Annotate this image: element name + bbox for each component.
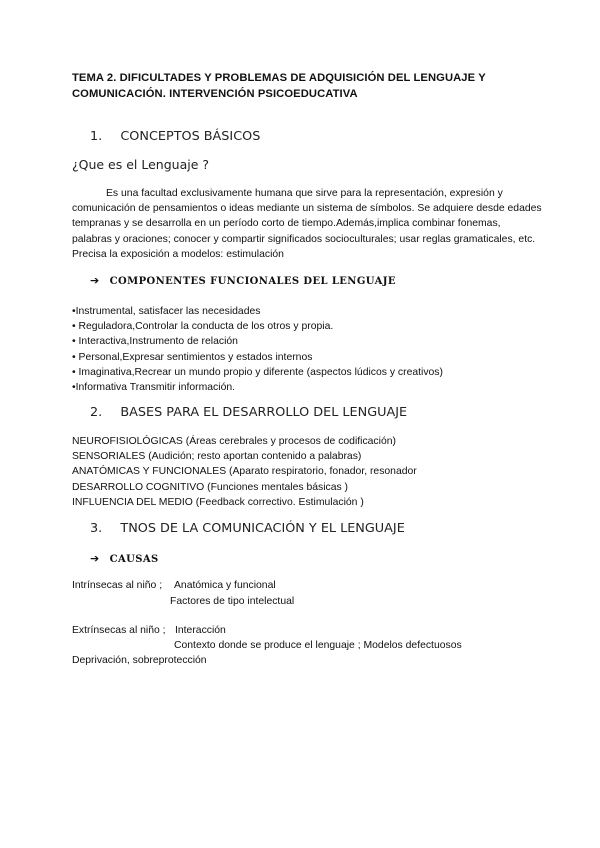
bases-list bbox=[72, 434, 417, 510]
section-1-heading bbox=[90, 129, 260, 144]
intrinsecas-item: Factores de tipo intelectual bbox=[170, 596, 295, 607]
section-2-title: BASES PARA EL DESARROLLO DEL LENGUAJE bbox=[120, 405, 408, 420]
definition-paragraph bbox=[72, 186, 542, 262]
list-item: • Reguladora,Controlar la conducta de los otros y propia. bbox=[72, 321, 334, 333]
list-item: • Imaginativa,Recrear un mundo propio y diferente (aspectos lúdicos y creativos) bbox=[72, 366, 443, 378]
causas-title: CAUSAS bbox=[109, 554, 159, 565]
list-item: DESARROLLO COGNITIVO (Funciones mentales básicas ) bbox=[72, 481, 349, 493]
list-item: • Personal,Expresar sentimientos y estados internos bbox=[72, 351, 313, 363]
document-title: TEMA 2. DIFICULTADES Y PROBLEMAS DE ADQUISICIÓN DEL LENGUAJE Y COMUNICACIÓN. INTERVENCIÓN PSICOEDUCATIVA bbox=[72, 72, 486, 100]
extrinsecas-item: Deprivación, sobreprotección bbox=[72, 655, 207, 666]
list-item: INFLUENCIA DEL MEDIO (Feedback correctivo. Estimulación ) bbox=[72, 496, 364, 508]
causas-subheading bbox=[90, 552, 159, 565]
intrinsecas-item: Anatómica y funcional bbox=[174, 580, 276, 591]
list-item: ANATÓMICAS Y FUNCIONALES (Aparato respiratorio, fonador, resonador bbox=[72, 466, 417, 478]
section-1-title: CONCEPTOS BÁSICOS bbox=[120, 129, 261, 144]
list-item: SENSORIALES (Audición; resto aportan contenido a palabras) bbox=[72, 451, 362, 463]
section-3-title: TNOS DE LA COMUNICACIÓN Y EL LENGUAJE bbox=[120, 521, 405, 536]
components-subheading bbox=[90, 274, 396, 287]
question-heading: ¿Que es el Lenguaje ? bbox=[72, 157, 210, 172]
section-3-number: 3. bbox=[90, 521, 103, 536]
list-item: •Instrumental, satisfacer las necesidades bbox=[72, 306, 261, 317]
arrow-right-icon: ➔ bbox=[90, 552, 100, 565]
extrinsecas-item: Interacción bbox=[175, 625, 226, 636]
components-list bbox=[72, 304, 443, 395]
extrinsecas-item: Contexto donde se produce el lenguaje ; Modelos defectuosos bbox=[174, 640, 462, 651]
section-1-number: 1. bbox=[90, 129, 103, 144]
list-item: • Interactiva,Instrumento de relación bbox=[72, 336, 238, 348]
list-item: NEUROFISIOLÓGICAS (Áreas cerebrales y procesos de codificación) bbox=[72, 436, 396, 447]
section-2-heading bbox=[90, 405, 407, 420]
definition-text: Es una facultad exclusivamente humana que sirve para la representación, expresión y comunicación de pensamientos o ideas mediante un sistema de símbolos. Se adquiere desde edades tempranas y se desarrolla en un período corto de tiempo.Además,implica combinar fonemas, palabras y oraciones; conocer y compartir significados socioculturales; usar reglas gramaticales, etc. Precisa la exposición a modelos: estimulación bbox=[72, 188, 542, 260]
intrinsecas-label: Intrínsecas al niño ; bbox=[72, 580, 163, 591]
arrow-right-icon: ➔ bbox=[90, 274, 100, 287]
list-item: •Informativa Transmitir información. bbox=[72, 382, 236, 394]
section-3-heading bbox=[90, 521, 405, 536]
components-title: COMPONENTES FUNCIONALES DEL LENGUAJE bbox=[109, 276, 396, 287]
section-2-number: 2. bbox=[90, 405, 103, 420]
extrinsecas-label: Extrínsecas al niño ; bbox=[72, 625, 166, 636]
